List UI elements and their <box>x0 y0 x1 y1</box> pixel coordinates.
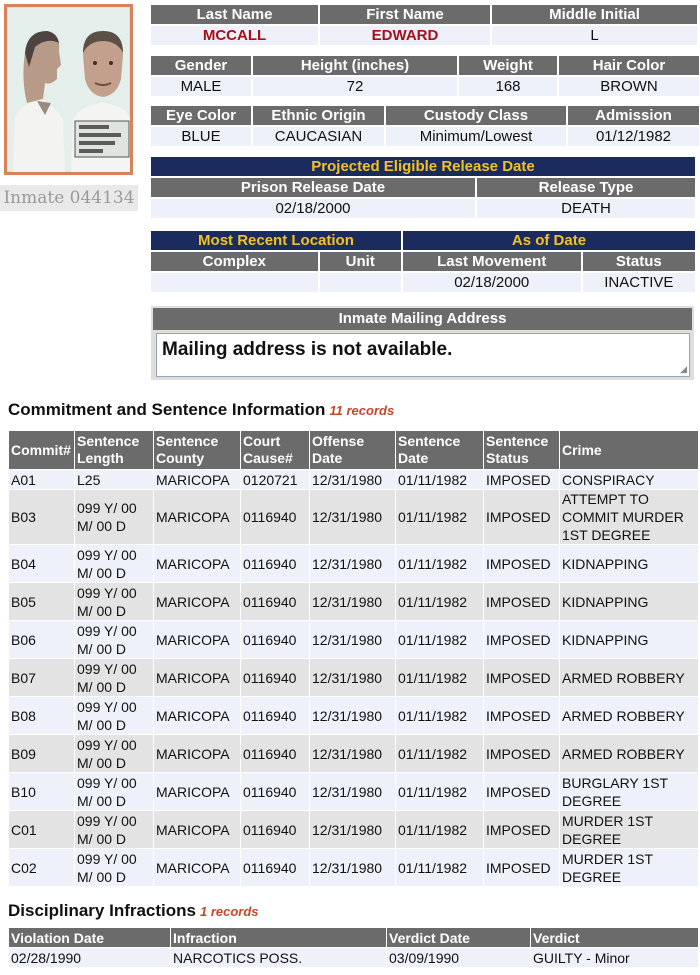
commit-number-header: Commit# <box>9 431 75 470</box>
crime-header: Crime <box>560 431 699 470</box>
sentence-date-cell: 01/11/1982 <box>396 621 484 659</box>
sentence-status-cell: IMPOSED <box>484 583 560 621</box>
mailing-address-panel <box>151 306 694 380</box>
sentence-status-cell: IMPOSED <box>484 735 560 773</box>
sentence-length-cell: 099 Y/ 00 M/ 00 D <box>75 583 154 621</box>
court-cause-cell: 0116940 <box>241 583 310 621</box>
crime-cell: MURDER 1ST DEGREE <box>560 849 699 887</box>
table-row <box>9 849 699 887</box>
weight-header: Weight <box>459 56 557 75</box>
sentence-county-cell: MARICOPA <box>154 773 241 811</box>
last-name-value: MCCALL <box>151 26 318 45</box>
crime-cell: ATTEMPT TO COMMIT MURDER 1ST DEGREE <box>560 490 699 545</box>
custody-class-header: Custody Class <box>386 106 566 125</box>
table-row <box>9 470 699 490</box>
court-cause-cell: 0120721 <box>241 470 310 490</box>
sentence-date-cell: 01/11/1982 <box>396 470 484 490</box>
court-cause-header: Court Cause# <box>241 431 310 470</box>
sentence-county-cell: MARICOPA <box>154 735 241 773</box>
sentence-date-cell: 01/11/1982 <box>396 811 484 849</box>
offense-date-cell: 12/31/1980 <box>310 811 396 849</box>
offense-date-cell: 12/31/1980 <box>310 545 396 583</box>
ethnic-origin-value: CAUCASIAN <box>253 127 384 146</box>
release-table <box>149 155 697 220</box>
as-of-date-banner: As of Date <box>403 231 695 250</box>
sentence-county-cell: MARICOPA <box>154 621 241 659</box>
hair-color-header: Hair Color <box>559 56 699 75</box>
sentence-status-cell: IMPOSED <box>484 621 560 659</box>
commitment-title-text: Commitment and Sentence Information <box>8 400 326 419</box>
verdict-cell: GUILTY - Minor <box>531 948 699 968</box>
sentence-date-cell: 01/11/1982 <box>396 697 484 735</box>
table-row <box>9 735 699 773</box>
prison-release-date-header: Prison Release Date <box>151 178 475 197</box>
commit-number-cell: B03 <box>9 490 75 545</box>
sentence-date-cell: 01/11/1982 <box>396 659 484 697</box>
commit-number-cell: B08 <box>9 697 75 735</box>
commit-number-cell: B04 <box>9 545 75 583</box>
first-name-header: First Name <box>320 5 490 24</box>
mailing-address-textarea[interactable] <box>156 333 690 377</box>
court-cause-cell: 0116940 <box>241 545 310 583</box>
commit-number-cell: C01 <box>9 811 75 849</box>
offense-date-cell: 12/31/1980 <box>310 697 396 735</box>
release-banner: Projected Eligible Release Date <box>151 157 695 176</box>
crime-cell: BURGLARY 1ST DEGREE <box>560 773 699 811</box>
sentence-county-cell: MARICOPA <box>154 545 241 583</box>
resize-handle-icon[interactable]: ◢ <box>680 364 687 374</box>
court-cause-cell: 0116940 <box>241 697 310 735</box>
table-row <box>9 621 699 659</box>
sentence-date-cell: 01/11/1982 <box>396 773 484 811</box>
sentence-status-cell: IMPOSED <box>484 773 560 811</box>
court-cause-cell: 0116940 <box>241 849 310 887</box>
table-row <box>9 811 699 849</box>
verdict-date-cell: 03/09/1990 <box>387 948 531 968</box>
verdict-header: Verdict <box>531 928 699 948</box>
sentence-county-cell: MARICOPA <box>154 490 241 545</box>
last-name-header: Last Name <box>151 5 318 24</box>
sentence-length-cell: L25 <box>75 470 154 490</box>
commit-number-cell: B06 <box>9 621 75 659</box>
disciplinary-title-text: Disciplinary Infractions <box>8 901 196 920</box>
release-type-value: DEATH <box>477 199 695 218</box>
infraction-cell: NARCOTICS POSS. <box>171 948 387 968</box>
sentence-date-header: Sentence Date <box>396 431 484 470</box>
crime-cell: ARMED ROBBERY <box>560 697 699 735</box>
sentence-length-cell: 099 Y/ 00 M/ 00 D <box>75 811 154 849</box>
hair-color-value: BROWN <box>559 77 699 96</box>
gender-header: Gender <box>151 56 251 75</box>
admission-header: Admission <box>568 106 699 125</box>
custody-class-value: Minimum/Lowest <box>386 127 566 146</box>
commitment-record-count: 11 records <box>329 403 395 418</box>
ethnic-origin-header: Ethnic Origin <box>253 106 384 125</box>
sentence-status-cell: IMPOSED <box>484 697 560 735</box>
commit-number-cell: B09 <box>9 735 75 773</box>
gender-value: MALE <box>151 77 251 96</box>
sentence-status-cell: IMPOSED <box>484 811 560 849</box>
status-header: Status <box>583 252 695 271</box>
disciplinary-section-title <box>8 901 259 921</box>
sentence-length-cell: 099 Y/ 00 M/ 00 D <box>75 773 154 811</box>
sentence-date-cell: 01/11/1982 <box>396 849 484 887</box>
sentence-status-cell: IMPOSED <box>484 849 560 887</box>
middle-initial-header: Middle Initial <box>492 5 697 24</box>
last-movement-header: Last Movement <box>403 252 581 271</box>
height-header: Height (inches) <box>253 56 457 75</box>
name-table <box>149 3 699 47</box>
sentence-length-cell: 099 Y/ 00 M/ 00 D <box>75 659 154 697</box>
sentence-length-cell: 099 Y/ 00 M/ 00 D <box>75 490 154 545</box>
commit-number-cell: B10 <box>9 773 75 811</box>
commit-number-cell: B07 <box>9 659 75 697</box>
complex-header: Complex <box>151 252 318 271</box>
crime-cell: MURDER 1ST DEGREE <box>560 811 699 849</box>
sentence-status-cell: IMPOSED <box>484 490 560 545</box>
sentence-length-cell: 099 Y/ 00 M/ 00 D <box>75 697 154 735</box>
offense-date-header: Offense Date <box>310 431 396 470</box>
offense-date-cell: 12/31/1980 <box>310 849 396 887</box>
mugshot-image <box>7 7 130 172</box>
crime-cell: CONSPIRACY <box>560 470 699 490</box>
sentence-date-cell: 01/11/1982 <box>396 735 484 773</box>
sentence-county-header: Sentence County <box>154 431 241 470</box>
crime-cell: ARMED ROBBERY <box>560 659 699 697</box>
table-row <box>9 697 699 735</box>
release-type-header: Release Type <box>477 178 695 197</box>
eye-color-header: Eye Color <box>151 106 251 125</box>
table-row <box>9 490 699 545</box>
recent-location-banner: Most Recent Location <box>151 231 401 250</box>
court-cause-cell: 0116940 <box>241 490 310 545</box>
mailing-address-header: Inmate Mailing Address <box>153 308 692 330</box>
table-row <box>9 659 699 697</box>
complex-value <box>151 273 318 292</box>
commit-number-cell: A01 <box>9 470 75 490</box>
sentence-status-header: Sentence Status <box>484 431 560 470</box>
table-row <box>9 583 699 621</box>
custody-table <box>149 104 700 148</box>
sentence-status-cell: IMPOSED <box>484 470 560 490</box>
location-table <box>149 229 697 294</box>
sentence-status-cell: IMPOSED <box>484 659 560 697</box>
court-cause-cell: 0116940 <box>241 621 310 659</box>
offense-date-cell: 12/31/1980 <box>310 659 396 697</box>
offense-date-cell: 12/31/1980 <box>310 490 396 545</box>
crime-cell: ARMED ROBBERY <box>560 735 699 773</box>
sentence-county-cell: MARICOPA <box>154 697 241 735</box>
eye-color-value: BLUE <box>151 127 251 146</box>
table-row <box>9 773 699 811</box>
commitment-section-title <box>8 400 394 420</box>
offense-date-cell: 12/31/1980 <box>310 773 396 811</box>
admission-value: 01/12/1982 <box>568 127 699 146</box>
inmate-photo <box>4 4 133 175</box>
first-name-value: EDWARD <box>320 26 490 45</box>
sentence-date-cell: 01/11/1982 <box>396 583 484 621</box>
last-movement-value: 02/18/2000 <box>403 273 581 292</box>
sentence-county-cell: MARICOPA <box>154 583 241 621</box>
middle-initial-value: L <box>492 26 697 45</box>
disciplinary-table <box>8 927 699 968</box>
weight-value: 168 <box>459 77 557 96</box>
sentence-length-cell: 099 Y/ 00 M/ 00 D <box>75 545 154 583</box>
sentence-date-cell: 01/11/1982 <box>396 490 484 545</box>
court-cause-cell: 0116940 <box>241 735 310 773</box>
disciplinary-record-count: 1 records <box>200 904 259 919</box>
infraction-header: Infraction <box>171 928 387 948</box>
court-cause-cell: 0116940 <box>241 659 310 697</box>
sentence-length-cell: 099 Y/ 00 M/ 00 D <box>75 849 154 887</box>
unit-value <box>320 273 401 292</box>
table-row <box>9 948 699 968</box>
sentence-status-cell: IMPOSED <box>484 545 560 583</box>
table-row <box>9 545 699 583</box>
court-cause-cell: 0116940 <box>241 811 310 849</box>
offense-date-cell: 12/31/1980 <box>310 470 396 490</box>
sentence-county-cell: MARICOPA <box>154 470 241 490</box>
crime-cell: KIDNAPPING <box>560 545 699 583</box>
prison-release-date-value: 02/18/2000 <box>151 199 475 218</box>
offense-date-cell: 12/31/1980 <box>310 583 396 621</box>
sentence-county-cell: MARICOPA <box>154 849 241 887</box>
sentence-length-cell: 099 Y/ 00 M/ 00 D <box>75 621 154 659</box>
status-value: INACTIVE <box>583 273 695 292</box>
inmate-number-caption: Inmate 044134 <box>0 185 138 211</box>
sentence-length-header: Sentence Length <box>75 431 154 470</box>
crime-cell: KIDNAPPING <box>560 583 699 621</box>
court-cause-cell: 0116940 <box>241 773 310 811</box>
physical-table <box>149 54 700 98</box>
commit-number-cell: B05 <box>9 583 75 621</box>
sentence-county-cell: MARICOPA <box>154 811 241 849</box>
violation-date-cell: 02/28/1990 <box>9 948 171 968</box>
height-value: 72 <box>253 77 457 96</box>
offense-date-cell: 12/31/1980 <box>310 621 396 659</box>
crime-cell: KIDNAPPING <box>560 621 699 659</box>
commitment-table <box>8 430 699 887</box>
sentence-length-cell: 099 Y/ 00 M/ 00 D <box>75 735 154 773</box>
violation-date-header: Violation Date <box>9 928 171 948</box>
sentence-county-cell: MARICOPA <box>154 659 241 697</box>
sentence-date-cell: 01/11/1982 <box>396 545 484 583</box>
commit-number-cell: C02 <box>9 849 75 887</box>
offense-date-cell: 12/31/1980 <box>310 735 396 773</box>
unit-header: Unit <box>320 252 401 271</box>
verdict-date-header: Verdict Date <box>387 928 531 948</box>
mailing-address-text: Mailing address is not available. <box>162 339 453 360</box>
